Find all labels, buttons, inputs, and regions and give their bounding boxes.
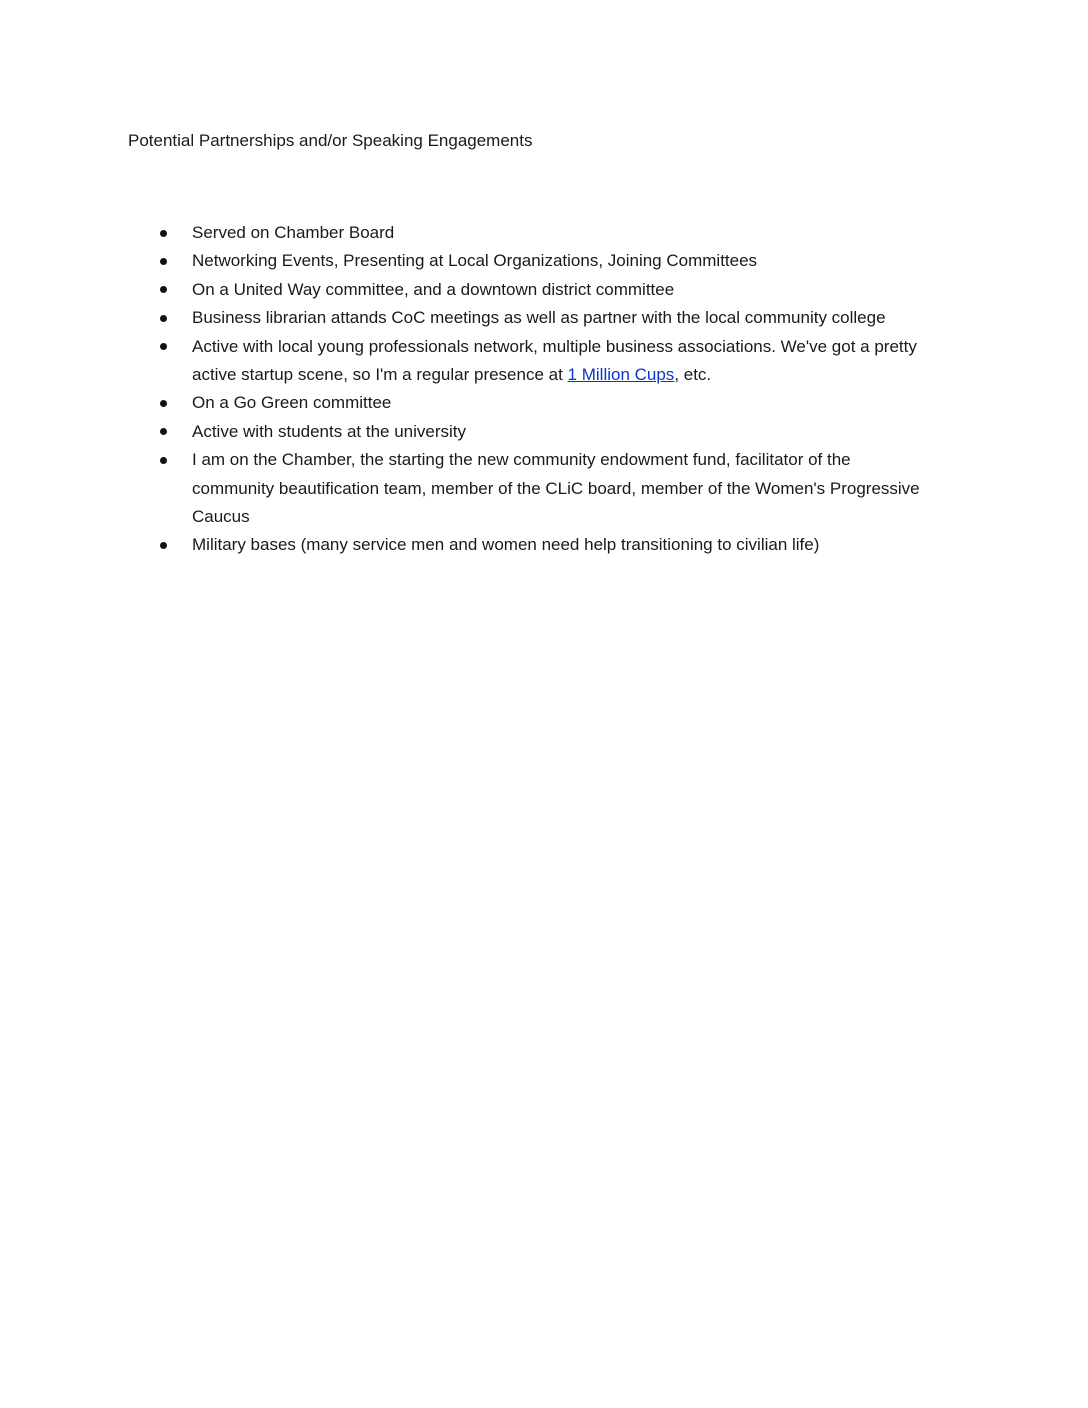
list-item [0,389,922,417]
bullet-icon [160,343,167,350]
list-item [0,418,922,446]
bullet-icon [160,230,167,237]
list-item [0,304,922,332]
list-item [0,446,922,531]
document-title: Potential Partnerships and/or Speaking Engagements [128,131,533,150]
million-cups-link[interactable]: 1 Million Cups [567,365,675,385]
list-item-text: Active with students at the university [192,421,467,441]
bullet-icon [160,286,167,293]
bullet-icon [160,400,167,407]
bullet-icon [160,457,167,464]
list-item-text: On a United Way committee, and a downtown district committee [192,279,675,299]
list-item-text-after-link: , etc. [674,365,712,385]
list-item [0,247,922,275]
bullet-icon [160,315,167,322]
list-item-text: Business librarian attands CoC meetings as well as partner with the local community college [192,308,886,328]
list-item-text: Military bases (many service men and women need help transitioning to civilian life) [192,535,820,555]
bullet-icon [160,428,167,435]
bullet-icon [160,258,167,265]
list-item [0,531,922,559]
list-item-text: Networking Events, Presenting at Local Organizations, Joining Committees [192,251,758,271]
bullet-list [0,219,1088,560]
list-item [0,276,922,304]
list-item-text: Served on Chamber Board [192,223,395,242]
list-item [0,219,922,247]
list-item-text: I am on the Chamber, the starting the new community endowment fund, facilitator of the community beautification team, member of the CLiC board, member of the Women's Progressive Caucus [192,450,920,527]
list-item-text-before-link: Active with local young professionals network, multiple business associations. We've got a pretty active startup scene, so I'm a regular presence at [192,336,917,385]
bullet-icon [160,542,167,549]
list-item [0,333,922,390]
list-item-text: On a Go Green committee [192,393,392,413]
